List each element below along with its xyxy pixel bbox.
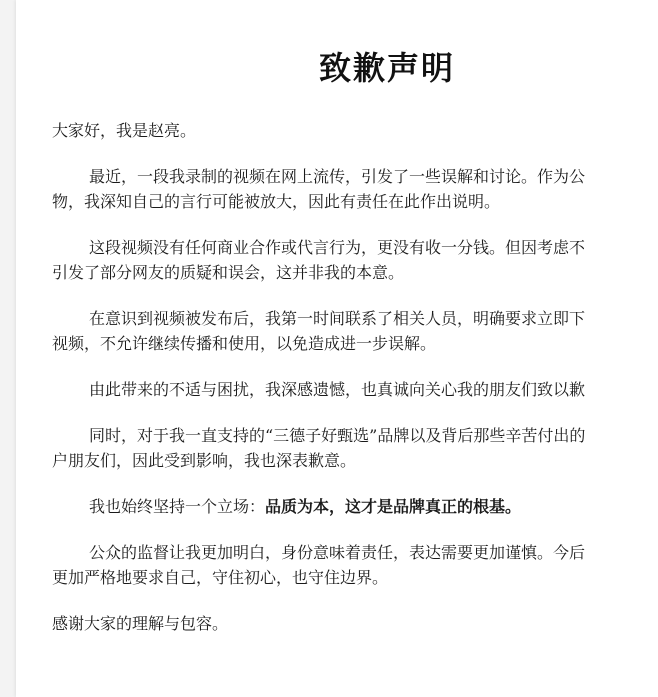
paragraph-line: 公众的监督让我更加明白，身份意味着责任，表达需要更加谨慎。今后 [89, 543, 586, 562]
statement-page [16, 0, 658, 697]
thanks-paragraph: 感谢大家的理解与包容。 [52, 614, 229, 633]
paragraph-line: 户朋友们，因此受到影响，我也深表歉意。 [52, 451, 357, 470]
paragraph-line: 同时，对于我一直支持的“三德子好甄选”品牌以及背后那些辛苦付出的 [89, 426, 586, 445]
stance-lead: 我也始终坚持一个立场： [89, 497, 266, 516]
paragraph-brand-apology [52, 423, 658, 473]
greeting-paragraph: 大家好，我是赵亮。 [52, 121, 197, 140]
paragraph-video-circulation [52, 164, 658, 214]
paragraph-stance [52, 494, 658, 519]
paragraph-line: 这段视频没有任何商业合作或代言行为，更没有收一分钱。但因考虑不 [89, 238, 586, 257]
paragraph-line: 物，我深知自己的言行可能被放大，因此有责任在此作出说明。 [52, 192, 501, 211]
paragraph-line: 在意识到视频被发布后，我第一时间联系了相关人员，明确要求立即下 [89, 309, 586, 328]
paragraph-no-commercial [52, 235, 658, 285]
paragraph-takedown [52, 306, 658, 356]
stance-line [52, 494, 658, 519]
stance-bold: 品质为本，这才是品牌真正的根基。 [265, 497, 522, 516]
paragraph-line: 引发了部分网友的质疑和误会，这并非我的本意。 [52, 263, 405, 282]
page-title: 致歉声明 [318, 49, 455, 87]
paragraph-line: 视频，不允许继续传播和使用，以免造成进一步误解。 [52, 334, 437, 353]
paragraph-line: 由此带来的不适与困扰，我深感遗憾，也真诚向关心我的朋友们致以歉 [89, 380, 586, 399]
paragraph-line: 最近，一段我录制的视频在网上流传，引发了一些误解和讨论。作为公 [89, 167, 586, 186]
paragraph-regret [52, 377, 658, 402]
statement-body [52, 118, 658, 657]
paragraph-closing [52, 540, 658, 590]
paragraph-line: 更加严格地要求自己，守住初心，也守住边界。 [52, 568, 389, 587]
